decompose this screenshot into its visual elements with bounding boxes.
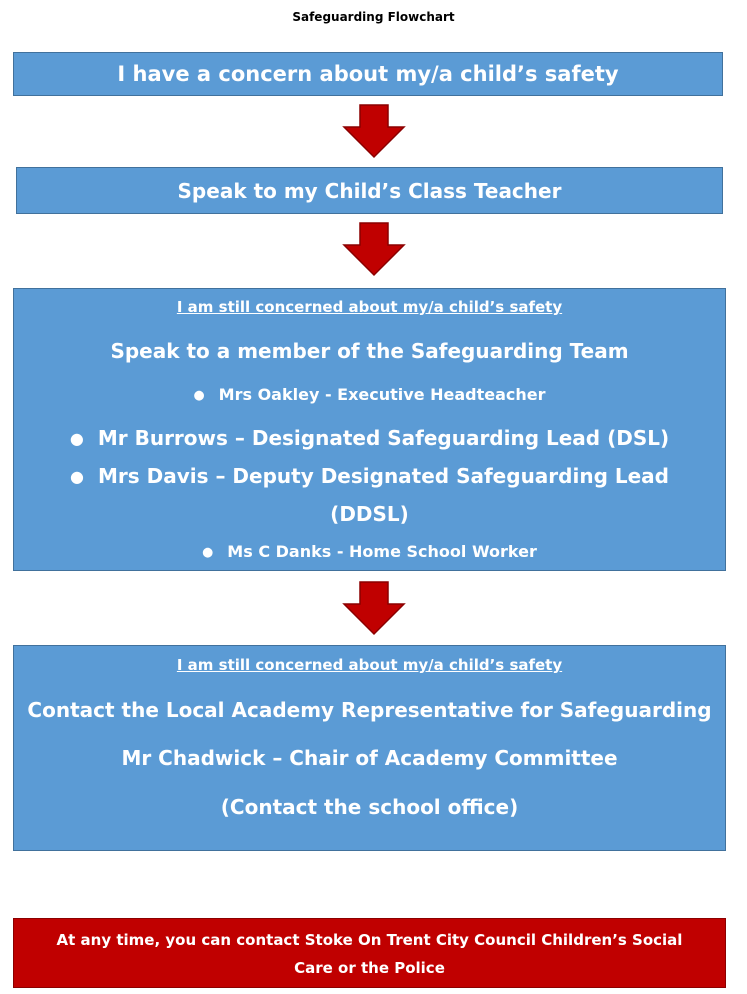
alert-box <box>13 918 726 988</box>
step-4-box <box>13 645 726 851</box>
down-arrow-2 <box>342 221 406 277</box>
step-4-line-3: (Contact the school office) <box>220 795 519 819</box>
step-3-box <box>13 288 726 571</box>
member-burrows: ● Mr Burrows – Designated Safeguarding Lead (DSL) <box>70 426 669 450</box>
alert-line-2: Care or the Police <box>294 959 445 977</box>
member-danks: ● Ms C Danks - Home School Worker <box>202 542 537 561</box>
step-2-box <box>16 167 723 214</box>
step-4-subtitle: I am still concerned about my/a child’s safety <box>176 656 563 674</box>
step-1-text: I have a concern about my/a child’s safety <box>117 62 619 86</box>
down-arrow-1 <box>342 103 406 159</box>
alert-line-1: At any time, you can contact Stoke On Trent City Council Children’s Social <box>56 931 683 949</box>
step-1-box <box>13 52 723 96</box>
step-3-heading: Speak to a member of the Safeguarding Team <box>110 339 629 363</box>
step-4-line-2: Mr Chadwick – Chair of Academy Committee <box>121 746 618 770</box>
member-davis-role-abbr: (DDSL) <box>330 502 409 526</box>
member-davis: ● Mrs Davis – Deputy Designated Safeguarding Lead <box>70 464 669 488</box>
step-3-subtitle: I am still concerned about my/a child’s safety <box>176 298 563 316</box>
member-oakley: ● Mrs Oakley - Executive Headteacher <box>193 385 545 404</box>
step-2-text: Speak to my Child’s Class Teacher <box>177 178 562 203</box>
page-title: Safeguarding Flowchart <box>292 10 455 24</box>
step-4-line-1: Contact the Local Academy Representative for Safeguarding <box>27 698 712 722</box>
down-arrow-3 <box>342 580 406 636</box>
